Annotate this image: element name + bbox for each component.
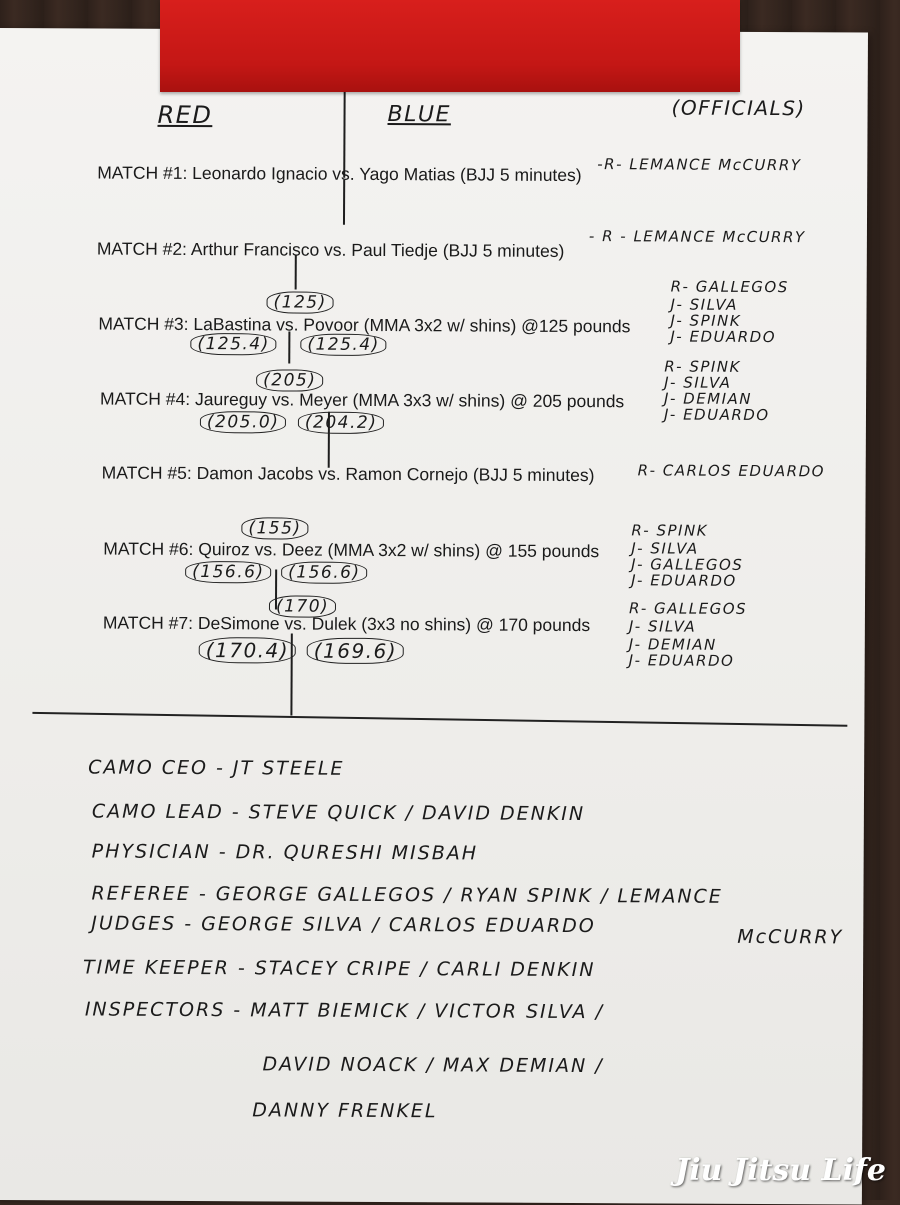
match-3-official: J- SPINK: [670, 311, 742, 330]
match-3-weight-class: (125): [267, 291, 334, 313]
divider-line: [288, 332, 290, 364]
staff-inspectors-cont2: DANNY FRENKEL: [252, 1099, 438, 1123]
match-6-official: R- SPINK: [631, 521, 709, 540]
match-4-official: J- DEMIAN: [664, 389, 753, 408]
red-tape: [160, 0, 740, 92]
match-7-official: J- SILVA: [628, 617, 697, 636]
staff-time-keeper: TIME KEEPER - STACEY CRIPE / CARLI DENKIN: [83, 956, 596, 982]
match-3-blue-weight: (125.4): [300, 334, 387, 356]
match-4-official: R- SPINK: [664, 357, 741, 376]
header-blue: BLUE: [387, 102, 451, 128]
staff-camo-lead: CAMO LEAD - STEVE QUICK / DAVID DENKIN: [91, 800, 586, 826]
match-7-official: J- DEMIAN: [628, 635, 717, 654]
watermark-logo: Jiu Jitsu Life: [675, 1153, 886, 1188]
match-3-line: MATCH #3: LaBastina vs. Povoor (MMA 3x2 w/ shins) @125 pounds: [98, 313, 631, 337]
match-2-line: MATCH #2: Arthur Francisco vs. Paul Tiedje (BJJ 5 minutes): [96, 238, 565, 261]
match-6-official: J- GALLEGOS: [631, 555, 744, 574]
match-4-blue-weight: (204.2): [298, 412, 385, 434]
match-1-referee: -R- LEMANCE McCURRY: [597, 155, 802, 175]
match-6-official: J- SILVA: [631, 539, 699, 558]
header-red: RED: [157, 100, 213, 130]
header-officials: (OFFICIALS): [671, 95, 806, 121]
match-7-red-weight: (170.4): [199, 637, 297, 664]
divider-line: [343, 180, 345, 225]
section-divider: [32, 712, 847, 727]
match-7-blue-weight: (169.6): [307, 638, 405, 665]
match-6-blue-weight: (156.6): [281, 561, 368, 583]
match-1-line: MATCH #1: Leonardo Ignacio vs. Yago Matias (BJJ 5 minutes): [97, 162, 582, 186]
match-4-official: J- SILVA: [664, 373, 732, 392]
staff-inspectors-cont: DAVID NOACK / MAX DEMIAN /: [262, 1053, 604, 1078]
match-3-official: J- EDUARDO: [670, 327, 777, 347]
match-5-referee: R- CARLOS EDUARDO: [637, 461, 826, 481]
staff-referee-cont: McCURRY: [737, 925, 844, 949]
match-3-red-weight: (125.4): [190, 333, 277, 355]
match-6-weight-class: (155): [241, 517, 308, 539]
staff-judges: JUDGES - GEORGE SILVA / CARLOS EDUARDO: [91, 912, 596, 938]
match-7-weight-class: (170): [269, 595, 336, 617]
match-3-official: J- SILVA: [670, 295, 738, 314]
match-4-official: J- EDUARDO: [663, 405, 770, 425]
staff-physician: PHYSICIAN - DR. QURESHI MISBAH: [91, 840, 479, 865]
staff-referee: REFEREE - GEORGE GALLEGOS / RYAN SPINK / LEMANCE: [91, 882, 723, 908]
staff-inspectors: INSPECTORS - MATT BIEMICK / VICTOR SILVA /: [84, 998, 605, 1024]
match-7-line: MATCH #7: DeSimone vs. Dulek (3x3 no shins) @ 170 pounds: [102, 612, 591, 636]
match-4-weight-class: (205): [256, 369, 323, 391]
match-4-line: MATCH #4: Jaureguy vs. Meyer (MMA 3x3 w/ shins) @ 205 pounds: [100, 388, 625, 412]
match-2-referee: - R - LEMANCE McCURRY: [588, 227, 806, 247]
match-4-red-weight: (205.0): [200, 411, 287, 433]
staff-camo-ceo: CAMO CEO - JT STEELE: [88, 756, 345, 780]
match-6-line: MATCH #6: Quiroz vs. Deez (MMA 3x2 w/ shins) @ 155 pounds: [103, 538, 600, 562]
match-5-line: MATCH #5: Damon Jacobs vs. Ramon Cornejo (BJJ 5 minutes): [101, 462, 595, 486]
match-7-official: J- EDUARDO: [628, 651, 735, 670]
paper-sheet: [0, 28, 868, 1205]
match-6-red-weight: (156.6): [185, 561, 272, 583]
match-6-official: J- EDUARDO: [631, 571, 737, 590]
match-3-official: R- GALLEGOS: [670, 277, 789, 297]
divider-line: [295, 256, 297, 290]
match-7-official: R- GALLEGOS: [628, 599, 748, 618]
